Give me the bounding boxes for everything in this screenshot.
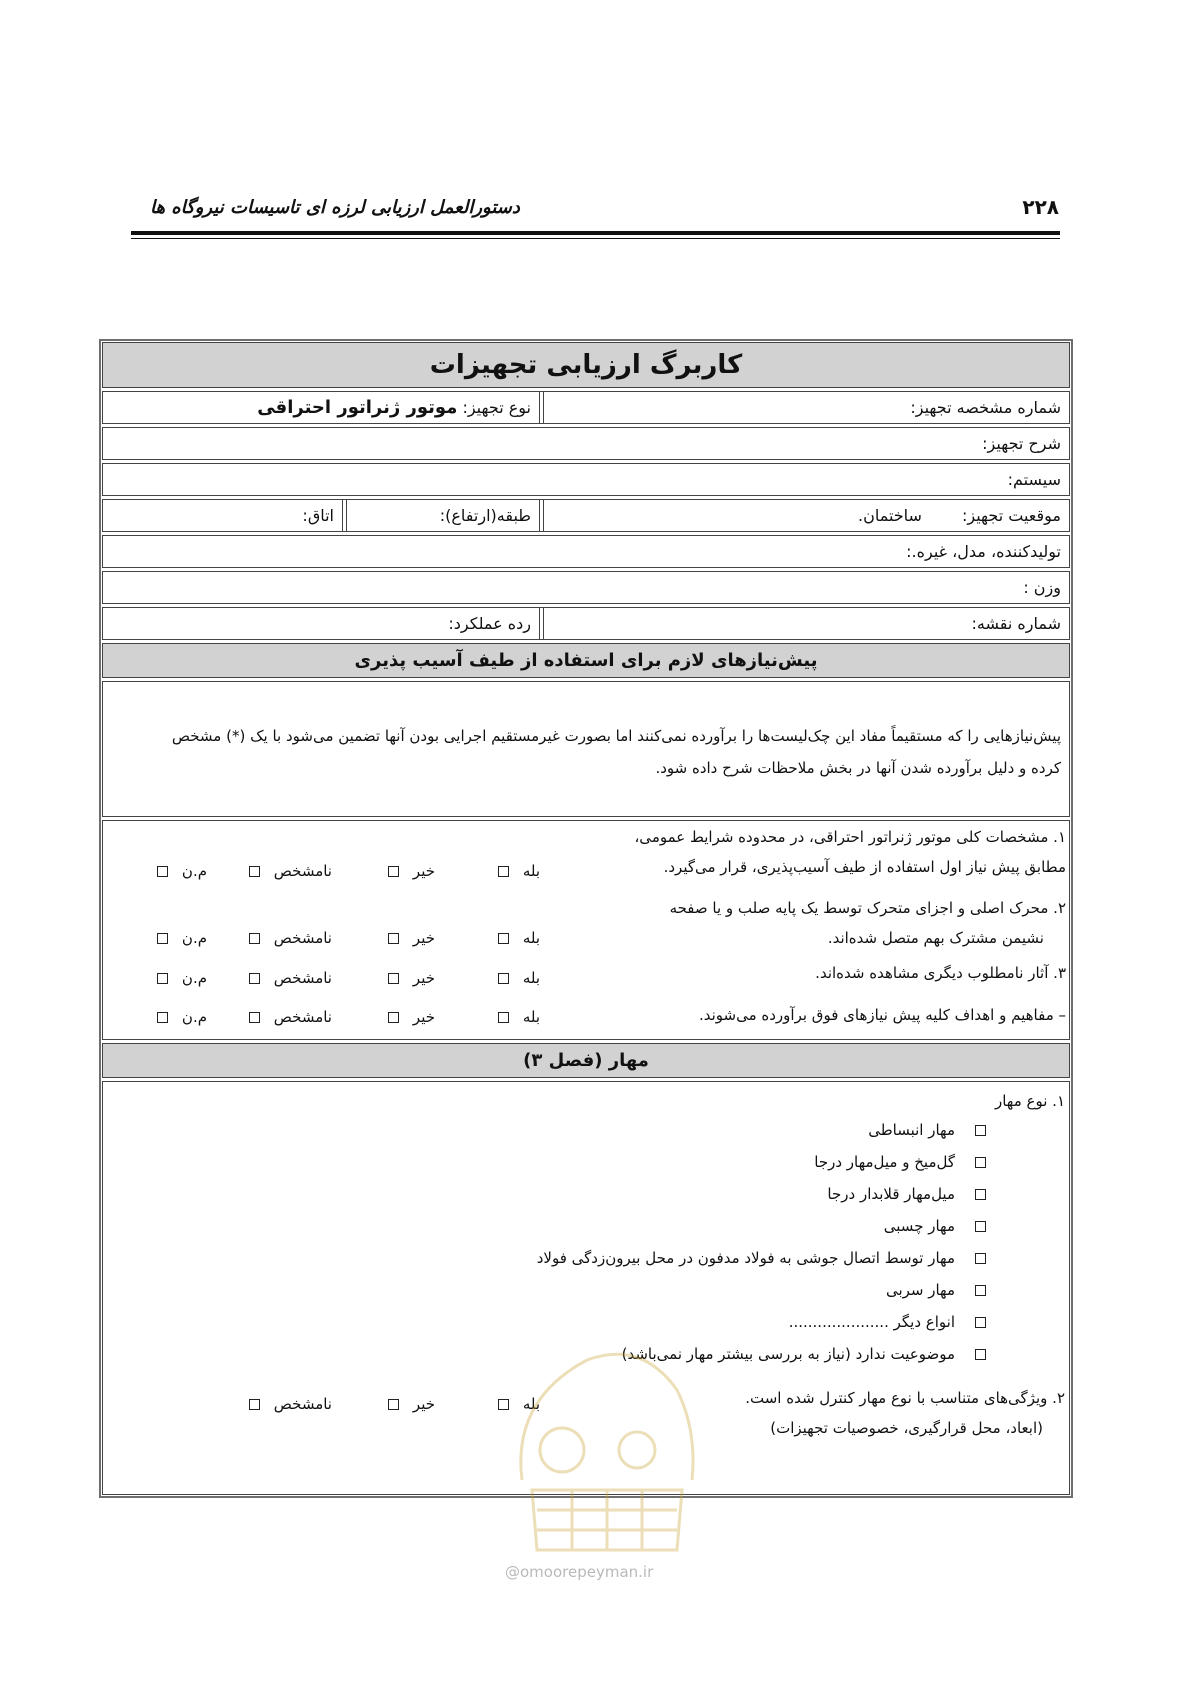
anchor-type-2: گل‌میخ و میل‌مهار درجا: [814, 1153, 986, 1171]
watermark-seal-icon: [492, 1330, 707, 1562]
checkbox-yes[interactable]: [498, 866, 509, 877]
checkbox-yes[interactable]: [498, 973, 509, 984]
checkbox[interactable]: [975, 1285, 986, 1296]
checkbox-na[interactable]: [157, 1012, 168, 1023]
checkbox-unknown[interactable]: [249, 933, 260, 944]
checkbox-na[interactable]: [157, 866, 168, 877]
description-label: شرح تجهیز:: [982, 434, 1061, 453]
checkbox[interactable]: [975, 1157, 986, 1168]
equipment-type-value: موتور ژنراتور احتراقی: [257, 397, 458, 418]
checkbox-no[interactable]: [388, 1012, 399, 1023]
checkbox-no[interactable]: [388, 933, 399, 944]
weight-label: وزن :: [1023, 578, 1061, 597]
header-rule-thick: [131, 231, 1060, 235]
anchorage-heading: مهار (فصل ۳): [523, 1050, 649, 1071]
prereq-options-3: بله خیر نامشخص م.ن: [155, 969, 550, 995]
system-label: سیستم:: [1007, 470, 1061, 489]
checkbox[interactable]: [975, 1189, 986, 1200]
location-cell: [541, 500, 1069, 531]
prereq-item-4: – مفاهیم و اهداف کلیه پیش نیازهای فوق برآورده می‌شوند.: [698, 1006, 1066, 1024]
performance-label: رده عملکرد:: [448, 614, 531, 633]
prereq-options-1: بله خیر نامشخص م.ن: [155, 862, 550, 888]
anchor-type-8: موضوعیت ندارد (نیاز به بررسی بیشتر مهار نمی‌باشد): [622, 1345, 986, 1363]
equipment-type-label: نوع تجهیز:: [462, 398, 531, 417]
prereq-intro-box: [102, 681, 1070, 817]
equipment-id-row: [102, 391, 1070, 424]
equipment-type-cell: [103, 392, 539, 423]
anchor-type-5: مهار توسط اتصال جوشی به فولاد مدفون در محل بیرون‌زدگی فولاد: [537, 1249, 986, 1267]
location-label: موقعیت تجهیز:: [961, 506, 1061, 525]
checkbox-no[interactable]: [388, 1399, 399, 1410]
prereq-heading-row: [102, 643, 1070, 678]
building-label: ساختمان.: [858, 506, 922, 525]
watermark-url: @omoorepeyman.ir: [505, 1563, 654, 1581]
system-row: [102, 463, 1070, 496]
anchorage-q2: ۲. ویژگی‌های متناسب با نوع مهار کنترل شده است. (ابعاد، محل قرارگیری، خصوصیات تجهیزات): [745, 1389, 1065, 1437]
checkbox-yes[interactable]: [498, 1012, 509, 1023]
anchor-type-1: مهار انبساطی: [868, 1121, 986, 1139]
anchor-type-3: میل‌مهار قلابدار درجا: [827, 1185, 986, 1203]
prereq-item-3: ۳. آثار نامطلوب دیگری مشاهده شده‌اند.: [815, 964, 1066, 982]
checkbox-no[interactable]: [388, 973, 399, 984]
checkbox-na[interactable]: [157, 933, 168, 944]
drawing-row: [102, 607, 1070, 640]
header-rule-thin: [131, 238, 1060, 239]
prereq-intro-line1: پیش‌نیازهایی را که مستقیماً مفاد این چک‌لیست‌ها را برآورده نمی‌کنند اما بصورت غیرمستقیم اجرایی بودن آنها تضمین می‌شود با یک (*) مشخص: [171, 727, 1061, 745]
description-row: [102, 427, 1070, 460]
checkbox[interactable]: [975, 1317, 986, 1328]
checkbox-yes[interactable]: [498, 933, 509, 944]
prereq-item-2: ۲. محرک اصلی و اجزای متحرک توسط یک پایه صلب و یا صفحه نشیمن مشترک بهم متصل شده‌اند.: [669, 899, 1066, 947]
checkbox[interactable]: [975, 1221, 986, 1232]
checkbox-no[interactable]: [388, 866, 399, 877]
anchorage-q2-options: بله خیر نامشخص: [250, 1395, 550, 1421]
checkbox-unknown[interactable]: [249, 866, 260, 877]
checkbox-unknown[interactable]: [249, 1012, 260, 1023]
anchor-type-7: انواع دیگر .....................: [789, 1313, 986, 1331]
checkbox[interactable]: [975, 1349, 986, 1360]
prereq-options-2: بله خیر نامشخص م.ن: [155, 929, 550, 955]
anchorage-heading-row: [102, 1043, 1070, 1078]
equipment-id-label: شماره مشخصه تجهیز:: [910, 398, 1061, 417]
checkbox[interactable]: [975, 1125, 986, 1136]
weight-row: [102, 571, 1070, 604]
checkbox[interactable]: [975, 1253, 986, 1264]
prereq-intro-line2: کرده و دلیل برآورده شدن آنها در بخش ملاحظات شرح داده شود.: [655, 759, 1061, 777]
running-title: دستورالعمل ارزیابی لرزه ای تاسیسات نیروگاه ها: [150, 197, 520, 218]
room-label: اتاق:: [302, 506, 334, 525]
floor-label: طبقه(ارتفاع):: [439, 506, 531, 525]
form-title-row: [102, 342, 1070, 388]
manufacturer-row: [102, 535, 1070, 568]
anchor-type-4: مهار چسبی: [884, 1217, 986, 1235]
checkbox-na[interactable]: [157, 973, 168, 984]
prereq-options-4: بله خیر نامشخص م.ن: [155, 1008, 550, 1034]
prereq-heading: پیش‌نیازهای لازم برای استفاده از طیف آسیب پذیری: [354, 650, 818, 671]
anchor-type-6: مهار سربی: [886, 1281, 986, 1299]
anchorage-q1-label: ۱. نوع مهار: [994, 1092, 1065, 1110]
location-row: [102, 499, 1070, 532]
form-title: کاربرگ ارزیابی تجهیزات: [429, 350, 743, 380]
page-number: ۲۲۸: [1022, 195, 1059, 219]
manufacturer-label: تولیدکننده، مدل، غیره.:: [906, 542, 1061, 561]
checkbox-unknown[interactable]: [249, 1399, 260, 1410]
drawing-label: شماره نقشه:: [971, 614, 1061, 633]
prereq-item-1: ۱. مشخصات کلی موتور ژنراتور احتراقی، در محدوده شرایط عمومی، مطابق پیش نیاز اول استفاده از طیف آسیب‌پذیری، قرار می‌گیرد.: [634, 828, 1066, 876]
checkbox-unknown[interactable]: [249, 973, 260, 984]
